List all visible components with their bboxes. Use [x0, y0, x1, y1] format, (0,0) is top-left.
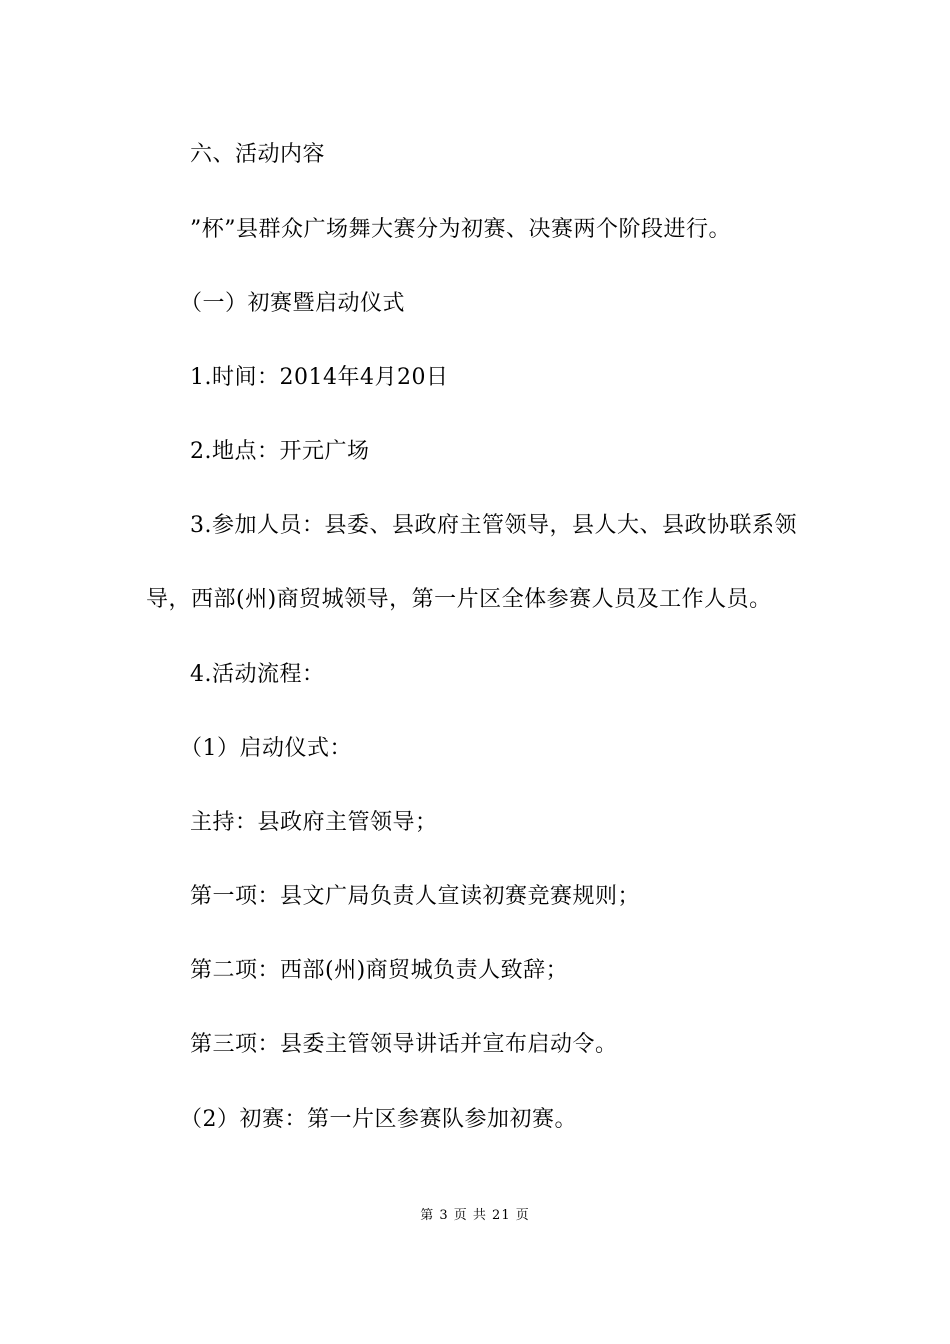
paragraph-participants: 3.参加人员：县委、县政府主管领导，县人大、县政协联系领	[190, 513, 797, 538]
paragraph-time: 1.时间：2014年4月20日	[190, 365, 449, 390]
paragraph-location: 2.地点：开元广场	[190, 439, 370, 464]
paragraph-intro: ”杯”县群众广场舞大赛分为初赛、决赛两个阶段进行。	[190, 217, 731, 242]
paragraph-host: 主持：县政府主管领导；	[190, 810, 438, 835]
paragraph-item-1: 第一项：县文广局负责人宣读初赛竞赛规则；	[190, 884, 641, 909]
section-heading: 六、活动内容	[190, 142, 326, 167]
page-footer: 第 3 页 共 21 页	[420, 1208, 530, 1223]
paragraph-item-3: 第三项：县委主管领导讲话并宣布启动令。	[190, 1032, 618, 1057]
paragraph-item-2: 第二项：西部(州)商贸城负责人致辞；	[190, 958, 569, 983]
paragraph-participants-continued: 导，西部(州)商贸城领导，第一片区全体参赛人员及工作人员。	[146, 587, 772, 612]
paragraph-process: 4.活动流程：	[190, 662, 325, 687]
paragraph-ceremony: （1）启动仪式：	[180, 736, 352, 761]
paragraph-preliminary: （2）初赛：第一片区参赛队参加初赛。	[180, 1107, 577, 1132]
subsection-heading: （一）初赛暨启动仪式	[180, 291, 406, 316]
